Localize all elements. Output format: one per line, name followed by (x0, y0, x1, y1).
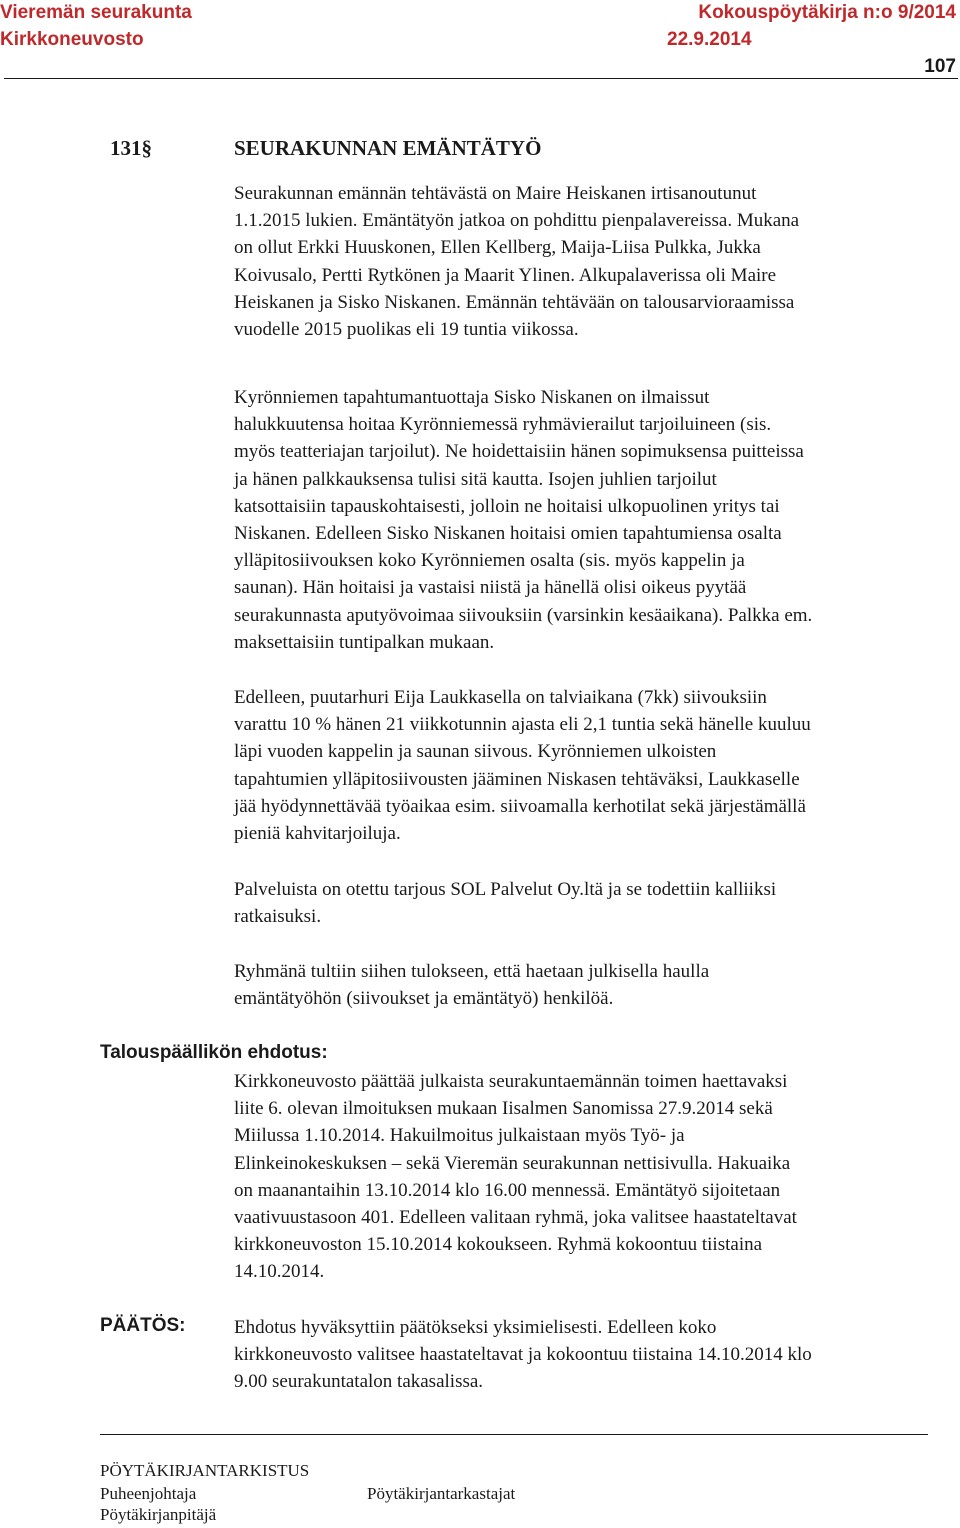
text-line: pieniä kahvitarjoiluja. (234, 823, 401, 845)
text-line: Ehdotus hyväksyttiin päätökseksi yksimielisesti. Edelleen koko (234, 1317, 717, 1338)
text-line: ylläpitosiivouksen koko Kyrönniemen osalta (sis. myös kappelin ja (234, 550, 745, 572)
header-protocol: Kokouspöytäkirja n:o 9/2014 (698, 2, 956, 23)
text-line: on maanantaihin 13.10.2014 klo 16.00 mennessä. Emäntätyö sijoitetaan (234, 1179, 781, 1201)
text-line: 14.10.2014. (234, 1261, 325, 1283)
paragraph-2 (234, 384, 958, 656)
text-line: kirkkoneuvoston 15.10.2014 kokoukseen. Ryhmä kokoontuu tiistaina (234, 1234, 763, 1256)
paragraph-3 (234, 684, 958, 847)
text-line: Heiskanen ja Sisko Niskanen. Emännän tehtävään on talousarvioraamissa (234, 291, 795, 313)
text-line: Palveluista on otettu tarjous SOL Palvelut Oy.ltä ja se todettiin kalliiksi (234, 879, 777, 900)
text-line: Miilussa 1.10.2014. Hakuilmoitus julkaistaan myös Työ- ja (234, 1125, 685, 1147)
footer-chair: Puheenjohtaja (100, 1484, 197, 1503)
section-title: SEURAKUNNAN EMÄNTÄTYÖ (234, 136, 542, 160)
text-line: seurakunnasta aputyövoimaa siivouksiin (varsinkin kesäaikana). Palkka em. (234, 604, 813, 626)
text-line: katsottaisiin tapauskohtaisesti, jolloin ne hoitaisi ulkopuolinen yritys tai (234, 495, 780, 517)
page-number: 107 (924, 56, 956, 77)
text-line: vuodelle 2015 puolikas eli 19 tuntia viikossa. (234, 319, 579, 341)
text-line: on ollut Erkki Huuskonen, Ellen Kellberg, Maija-Liisa Pulkka, Jukka (234, 237, 761, 259)
footer-checkers: Pöytäkirjantarkastajat (367, 1484, 516, 1503)
footer-secretary: Pöytäkirjanpitäjä (100, 1505, 217, 1524)
text-line: liite 6. olevan ilmoituksen mukaan Iisalmen Sanomissa 27.9.2014 sekä (234, 1098, 773, 1120)
text-line: Niskanen. Edelleen Sisko Niskanen hoitaisi omien tapahtumiensa osalta (234, 523, 782, 545)
decision-label: PÄÄTÖS: (100, 1315, 186, 1336)
text-line: 9.00 seurakuntatalon takasalissa. (234, 1371, 484, 1393)
text-line: vaativuustasoon 401. Edelleen valitaan ryhmä, joka valitsee haastateltavat (234, 1207, 797, 1229)
header-org: Vieremän seurakunta (0, 2, 192, 23)
section-heading (110, 136, 152, 161)
footer-divider (100, 1434, 928, 1435)
footer-title: PÖYTÄKIRJANTARKISTUS (100, 1461, 310, 1480)
text-line: Seurakunnan emännän tehtävästä on Maire Heiskanen irtisanoutunut (234, 183, 757, 204)
proposal-text (234, 1068, 958, 1286)
section-symbol: § (141, 136, 152, 160)
paragraph-4 (234, 876, 958, 930)
text-line: myös teatteriajan tarjoilut). Ne hoidettaisiin hänen sopimuksensa puitteissa (234, 441, 804, 463)
text-line: jää hyödynnettävää työaikaa esim. siivoamalla kerhotilat sekä järjestämällä (234, 795, 806, 817)
text-line: Koivusalo, Pertti Rytkönen ja Maarit Ylinen. Alkupalaverissa oli Maire (234, 264, 777, 286)
header-date: 22.9.2014 (667, 29, 752, 50)
text-line: Kirkkoneuvosto päättää julkaista seurakuntaemännän toimen haettavaksi (234, 1071, 788, 1092)
text-line: maksettaisiin tuntipalkan mukaan. (234, 631, 495, 653)
text-line: ratkaisuksi. (234, 906, 322, 928)
text-line: ja hänen palkkauksensa tulisi sitä kautta. Isojen juhlien tarjoilut (234, 468, 717, 490)
text-line: Ryhmänä tultiin siihen tulokseen, että haetaan julkisella haulla (234, 961, 710, 982)
text-line: emäntätyöhön (siivoukset ja emäntätyö) henkilöä. (234, 988, 614, 1010)
paragraph-5 (234, 958, 958, 1012)
text-line: varattu 10 % hänen 21 viikkotunnin ajasta eli 2,1 tuntia sekä hänelle kuuluu (234, 714, 811, 736)
text-line: saunan). Hän hoitaisi ja vastaisi niistä ja hänellä olisi oikeus pyytää (234, 577, 747, 599)
decision-text (234, 1314, 958, 1396)
text-line: läpi vuoden kappelin ja saunan siivous. Kyrönniemen ulkoisten (234, 741, 717, 763)
text-line: 1.1.2015 lukien. Emäntätyön jatkoa on pohdittu pienpalavereissa. Mukana (234, 210, 800, 232)
text-line: tapahtumien ylläpitosiivousten jääminen Niskasen tehtäväksi, Laukkaselle (234, 768, 800, 790)
text-line: Elinkeinokeskuksen – sekä Vieremän seurakunnan nettisivulla. Hakuaika (234, 1152, 791, 1174)
paragraph-1 (234, 180, 958, 343)
header-divider (4, 78, 958, 79)
text-line: halukkuutensa hoitaa Kyrönniemessä ryhmävierailut tarjoiluineen (sis. (234, 414, 772, 436)
text-line: Edelleen, puutarhuri Eija Laukkasella on talviaikana (7kk) siivouksiin (234, 687, 767, 708)
text-line: Kyrönniemen tapahtumantuottaja Sisko Niskanen on ilmaissut (234, 387, 710, 408)
section-number: 131 (110, 136, 142, 160)
header-body: Kirkkoneuvosto (0, 29, 144, 50)
text-line: kirkkoneuvosto valitsee haastateltavat ja kokoontuu tiistaina 14.10.2014 klo (234, 1344, 812, 1366)
proposal-label: Talouspäällikön ehdotus: (100, 1042, 328, 1063)
